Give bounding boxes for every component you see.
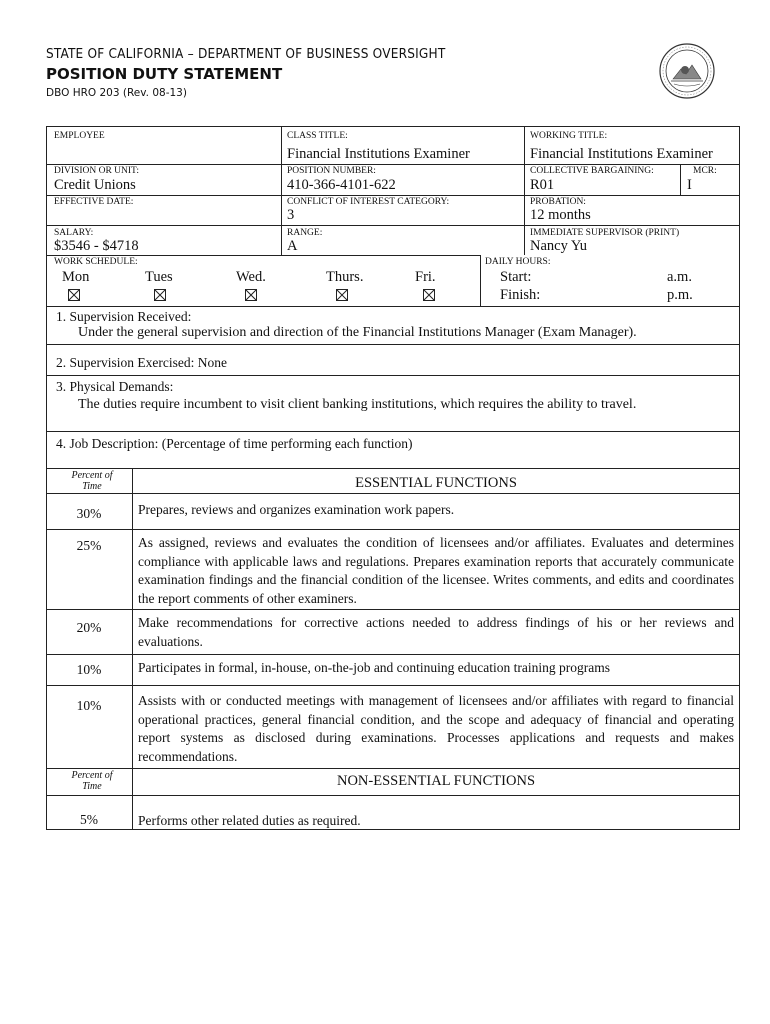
salary-value[interactable]: $3546 - $4718 bbox=[54, 238, 139, 254]
non-essential-functions-heading: NON-ESSENTIAL FUNCTIONS bbox=[336, 773, 536, 789]
nonessential-desc-1: Performs other related duties as required. bbox=[138, 813, 361, 828]
essential-pct-3: 20% bbox=[76, 620, 102, 635]
percent-of-time-header-2: Percent of Time bbox=[71, 770, 113, 792]
mcr-label: MCR: bbox=[693, 166, 717, 176]
work-schedule-label: WORK SCHEDULE: bbox=[54, 257, 138, 267]
conflict-value[interactable]: 3 bbox=[287, 207, 295, 223]
day-tues: Tues bbox=[145, 269, 173, 285]
form-id: DBO HRO 203 (Rev. 08-13) bbox=[46, 87, 187, 99]
essential-desc-3: Make recommendations for corrective actions needed to address findings of his or her reviews and evaluations. bbox=[138, 615, 734, 649]
essential-desc-5: Assists with or conducted meetings with management of licensees and/or affiliates with regard to financial operational practices, general financial condition, and the scope and adequacy of financial and operating report systems as disclosed during examinations. Processes applications and requests and makes recommendations. bbox=[138, 693, 734, 764]
class-title-label: CLASS TITLE: bbox=[287, 131, 348, 141]
probation-label: PROBATION: bbox=[530, 197, 586, 207]
section-1-text: Under the general supervision and direction of the Financial Institutions Manager (Exam Manager). bbox=[78, 325, 637, 340]
class-title-value[interactable]: Financial Institutions Examiner bbox=[287, 146, 470, 162]
checked-box-icon[interactable] bbox=[68, 289, 80, 301]
percent-of-time-header: Percent of Time bbox=[71, 470, 113, 492]
essential-pct-4: 10% bbox=[76, 662, 102, 677]
document-title: POSITION DUTY STATEMENT bbox=[46, 65, 283, 83]
essential-desc-1: Prepares, reviews and organizes examination work papers. bbox=[138, 502, 455, 517]
probation-value[interactable]: 12 months bbox=[530, 207, 591, 223]
agency-name: STATE OF CALIFORNIA – DEPARTMENT OF BUSINESS OVERSIGHT bbox=[46, 46, 446, 62]
bargaining-label: COLLECTIVE BARGAINING: bbox=[530, 166, 654, 176]
finish-label: Finish: bbox=[500, 287, 541, 303]
conflict-label: CONFLICT OF INTEREST CATEGORY: bbox=[287, 197, 450, 207]
checked-box-icon[interactable] bbox=[154, 289, 166, 301]
employee-label: EMPLOYEE bbox=[54, 131, 105, 141]
bargaining-value[interactable]: R01 bbox=[530, 177, 555, 193]
essential-pct-5: 10% bbox=[76, 698, 102, 713]
state-seal-icon bbox=[659, 43, 715, 99]
section-3-title: 3. Physical Demands: bbox=[56, 379, 174, 394]
checked-box-icon[interactable] bbox=[245, 289, 257, 301]
essential-pct-1: 30% bbox=[76, 506, 102, 521]
range-value[interactable]: A bbox=[287, 238, 298, 254]
working-title-value[interactable]: Financial Institutions Examiner bbox=[530, 146, 713, 162]
nonessential-pct-1: 5% bbox=[80, 812, 98, 827]
working-title-label: WORKING TITLE: bbox=[530, 131, 608, 141]
essential-pct-2: 25% bbox=[76, 538, 102, 553]
effective-date-label: EFFECTIVE DATE: bbox=[54, 197, 134, 207]
section-3-text: The duties require incumbent to visit client banking institutions, which requires the ability to travel. bbox=[78, 397, 637, 412]
supervisor-value[interactable]: Nancy Yu bbox=[530, 238, 588, 254]
range-label: RANGE: bbox=[287, 228, 323, 238]
day-fri: Fri. bbox=[415, 269, 436, 285]
day-wed: Wed. bbox=[236, 269, 266, 285]
section-4-title: 4. Job Description: (Percentage of time performing each function) bbox=[56, 436, 413, 451]
supervisor-label bbox=[530, 228, 679, 238]
am-label: a.m. bbox=[667, 269, 692, 285]
position-number-label: POSITION NUMBER: bbox=[287, 166, 376, 176]
essential-functions-heading: ESSENTIAL FUNCTIONS bbox=[355, 475, 517, 491]
daily-hours-label: DAILY HOURS: bbox=[485, 257, 551, 267]
essential-desc-4: Participates in formal, in-house, on-the-job and continuing education training programs bbox=[138, 660, 611, 675]
pm-label: p.m. bbox=[667, 287, 693, 303]
division-label: DIVISION OR UNIT: bbox=[54, 166, 140, 176]
salary-label: SALARY: bbox=[54, 228, 94, 238]
checked-box-icon[interactable] bbox=[423, 289, 435, 301]
supervisor-label-text: IMMEDIATE SUPERVISOR (PRINT) bbox=[530, 228, 680, 238]
position-number-value[interactable]: 410-366-4101-622 bbox=[287, 177, 396, 193]
day-thurs: Thurs. bbox=[326, 269, 364, 285]
day-mon: Mon bbox=[62, 269, 90, 285]
division-value[interactable]: Credit Unions bbox=[54, 177, 136, 193]
start-label: Start: bbox=[500, 269, 532, 285]
essential-desc-2: As assigned, reviews and evaluates the condition of licensees and/or affiliates. Evaluates and determines compliance with applicable laws and regulations. Prepares examination reports that accurately communicate examination findings and the financial condition of the licensee. Writes comments, and edits and coordinates the report comments of other examiners. bbox=[138, 535, 734, 606]
section-2-title: 2. Supervision Exercised: None bbox=[56, 355, 227, 370]
checked-box-icon[interactable] bbox=[336, 289, 348, 301]
mcr-value[interactable]: I bbox=[687, 177, 692, 193]
section-1-title: 1. Supervision Received: bbox=[56, 309, 192, 324]
